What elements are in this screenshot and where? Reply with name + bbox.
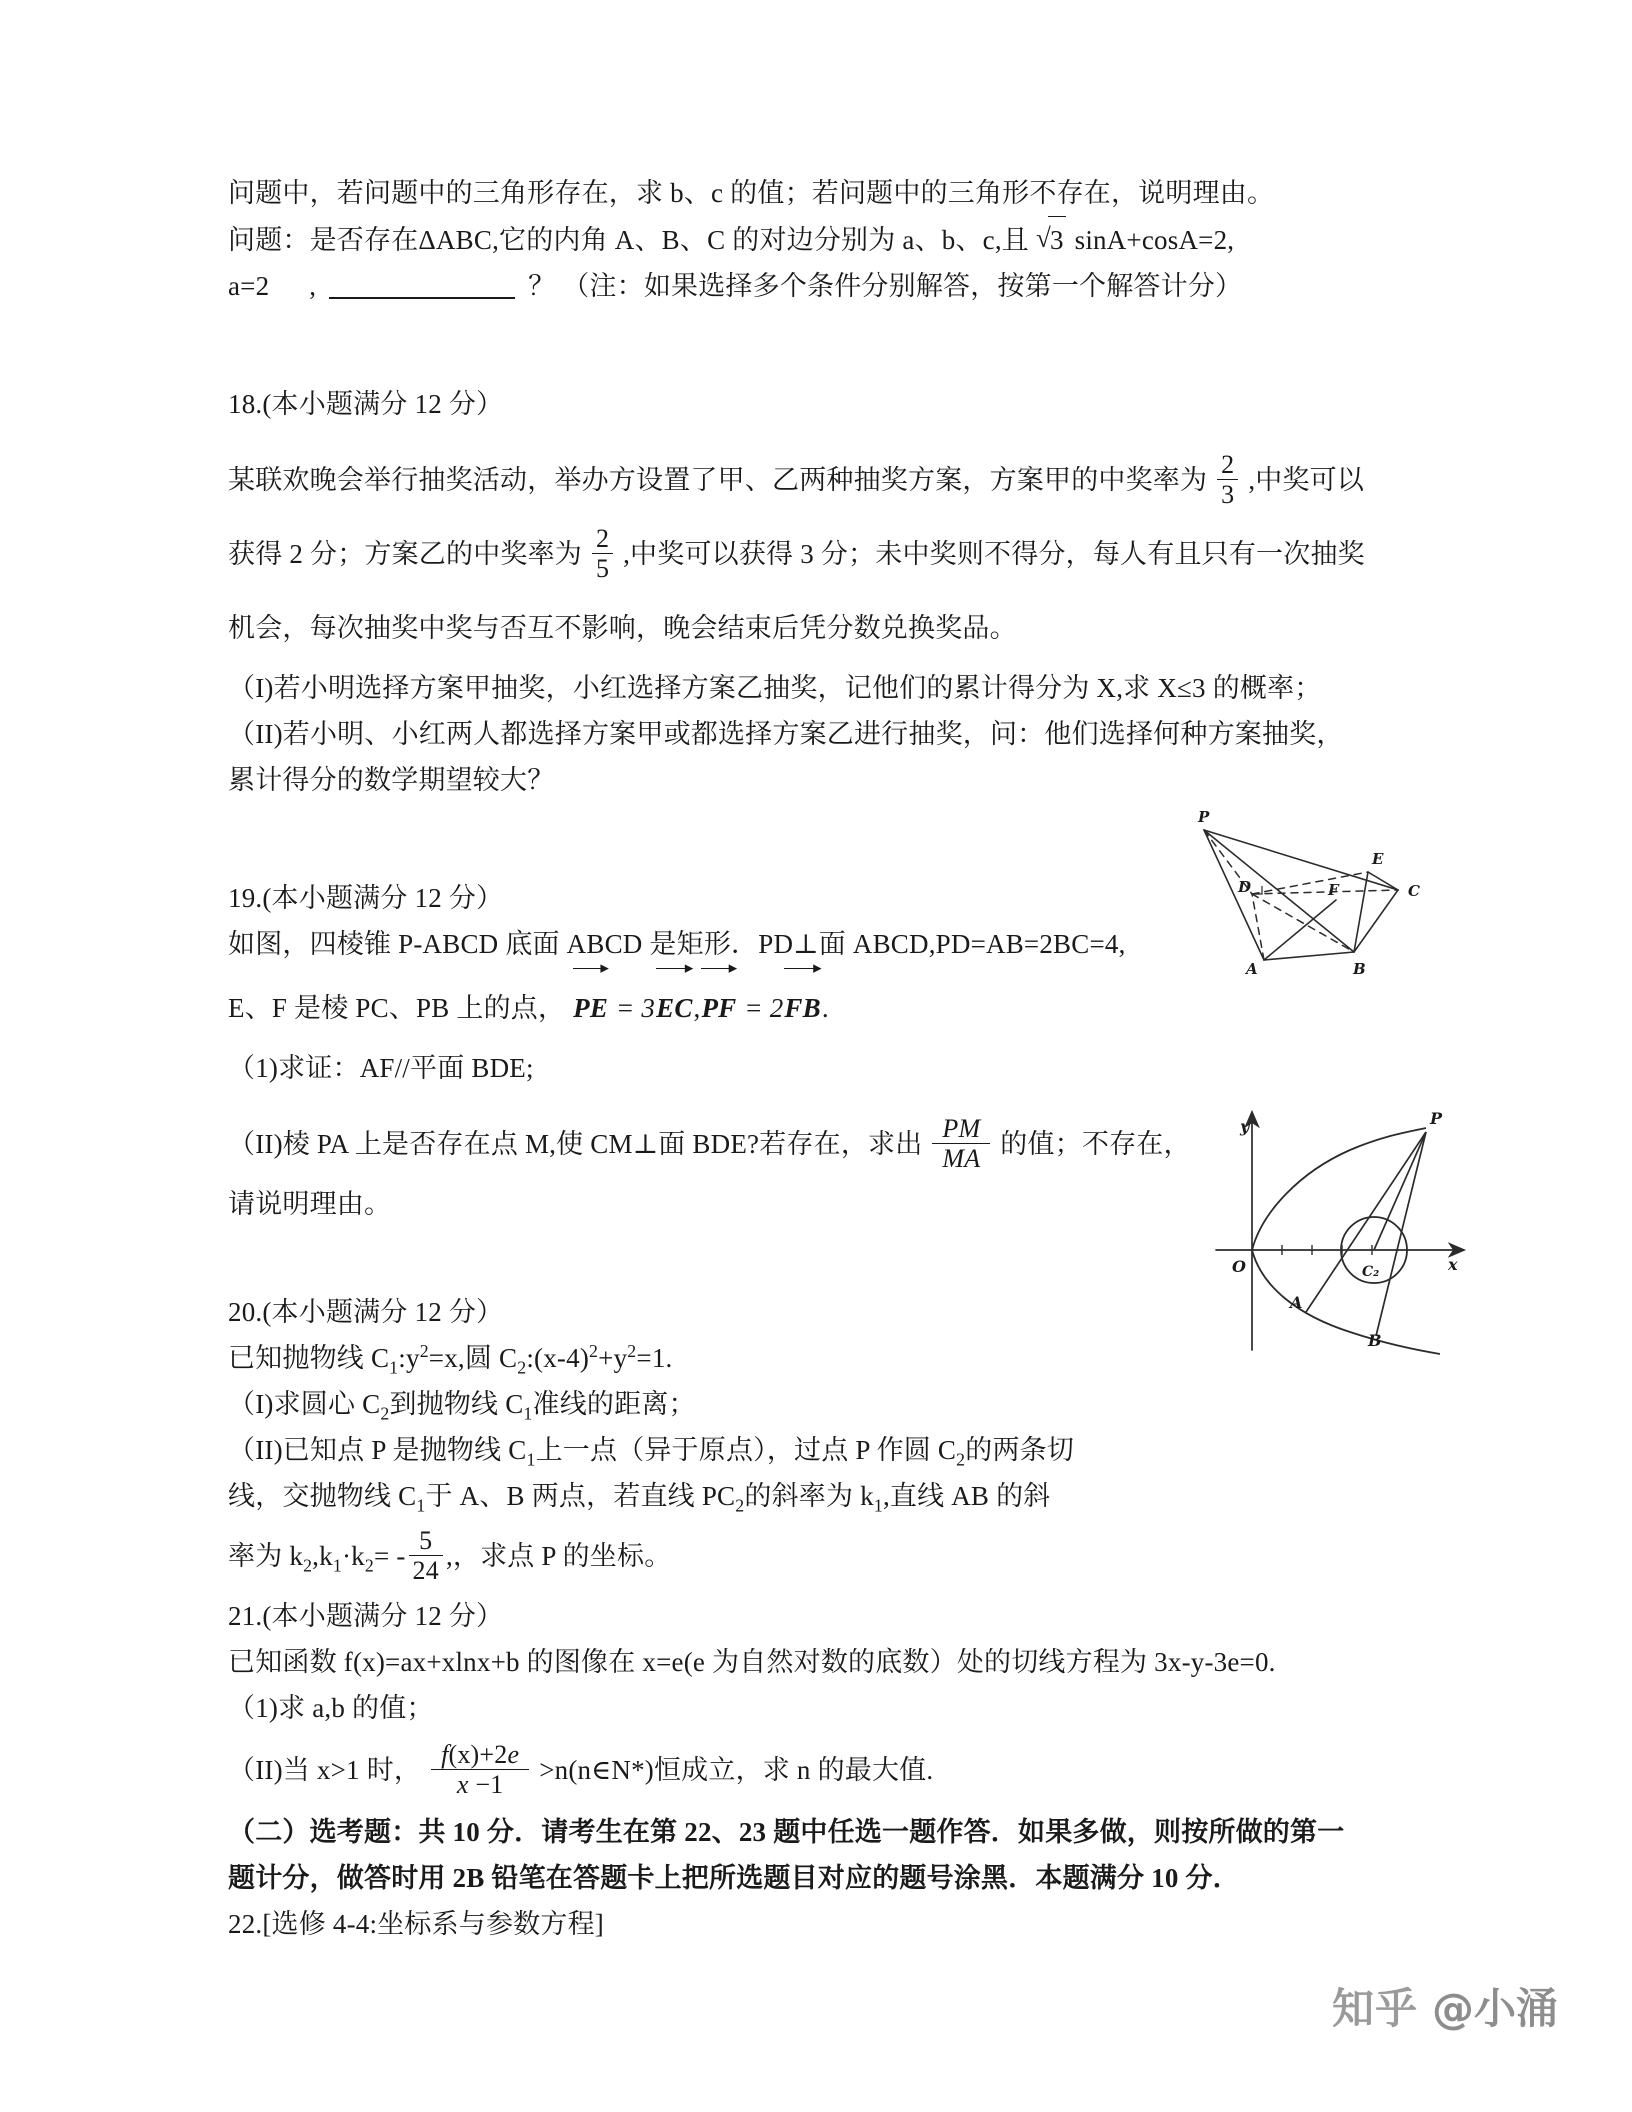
vertex-label-C: C bbox=[1408, 882, 1420, 900]
edge-D-B-dashed bbox=[1252, 894, 1354, 952]
fraction-denominator: 24 bbox=[412, 1556, 439, 1586]
edge-P-C bbox=[1204, 830, 1398, 890]
vertex-label-A: A bbox=[1246, 960, 1258, 978]
fraction-numerator: 5 bbox=[409, 1527, 443, 1556]
point-label-P: P bbox=[1430, 1109, 1443, 1128]
watermark-handle: @小涌 bbox=[1431, 1984, 1558, 2033]
q21-header bbox=[228, 1593, 1408, 1639]
q19-separator: , bbox=[693, 993, 701, 1023]
fraction-den-rest: −1 bbox=[468, 1770, 504, 1800]
q20-i1-sub: 2 bbox=[380, 1403, 390, 1424]
fraction-denominator bbox=[431, 1770, 529, 1800]
section2-line-1 bbox=[228, 1809, 1408, 1855]
q20-i2-sub: 1 bbox=[526, 1449, 536, 1470]
q20-i4-e: ,，求点 P 的坐标。 bbox=[445, 1541, 672, 1571]
q20-i3-d: ,直线 AB 的斜 bbox=[882, 1481, 1051, 1511]
document-content bbox=[228, 170, 1408, 1947]
vector-EC-label: EC bbox=[656, 993, 693, 1023]
axis-label-y: y bbox=[1240, 1117, 1250, 1136]
q18-p2-prefix: 获得 2 分；方案乙的中奖率为 bbox=[228, 539, 582, 569]
q18-p1-prefix: 某联欢晚会举行抽奖活动，举办方设置了甲、乙两种抽奖方案，方案甲的中奖率为 bbox=[228, 465, 1208, 495]
vector-EC bbox=[656, 958, 694, 1045]
section2-line-1-text: （二）选考题：共 10 分．请考生在第 22、23 题中任选一题作答．如果多做，则按所做的第一 bbox=[228, 1817, 1345, 1847]
q19-item-3-text: 请说明理由。 bbox=[228, 1189, 392, 1219]
q20-i2-sub2: 2 bbox=[956, 1449, 966, 1470]
parabola-lower-branch bbox=[1252, 1250, 1440, 1354]
fraction-2-over-3 bbox=[1217, 451, 1238, 510]
q20-i4-a: 率为 k bbox=[228, 1541, 304, 1571]
fraction-fx-plus-2e-over-x-minus-1 bbox=[431, 1741, 529, 1800]
q20-i3-a: 线，交抛物线 C bbox=[228, 1481, 417, 1511]
q20-item-3 bbox=[228, 1473, 1408, 1519]
q19-p1-text: 如图，四棱锥 P-ABCD 底面 ABCD 是矩形．PD⊥面 ABCD,PD=AB=2BC=4, bbox=[228, 929, 1126, 959]
edge-A-D-dashed bbox=[1252, 894, 1264, 960]
vector-PF bbox=[701, 958, 738, 1045]
q21-item-1-text: （1)求 a,b 的值； bbox=[228, 1693, 434, 1723]
q18-p1-suffix: ,中奖可以 bbox=[1248, 465, 1365, 495]
q20-p1-e: +y bbox=[598, 1343, 628, 1373]
q21-item-2-suffix: >n(n∈N*)恒成立，求 n 的最大值. bbox=[539, 1755, 934, 1785]
tangent-line-PA bbox=[1306, 1132, 1426, 1312]
point-label-C2: C₂ bbox=[1362, 1264, 1380, 1280]
q19-p2-prefix: E、F 是棱 PC、PB 上的点， bbox=[228, 993, 566, 1023]
q17-line-1-text: 问题中，若问题中的三角形存在，求 b、c 的值；若问题中的三角形不存在，说明理由。 bbox=[228, 178, 1275, 208]
vector-PE-label: PE bbox=[573, 993, 609, 1023]
q17-line-2 bbox=[228, 216, 1408, 263]
q20-item-4 bbox=[228, 1519, 1408, 1593]
q20-item-2 bbox=[228, 1427, 1408, 1473]
q20-i4-b: ,k bbox=[312, 1541, 333, 1571]
fraction-5-over-24 bbox=[409, 1527, 443, 1586]
fraction-num-e: e bbox=[507, 1740, 520, 1770]
edge-B-C bbox=[1354, 890, 1398, 952]
q20-i4-c: ·k bbox=[341, 1541, 365, 1571]
q21-p1-text: 已知函数 f(x)=ax+xlnx+b 的图像在 x=e(e 为自然对数的底数）处的切线方程为 3x-y-3e=0. bbox=[228, 1647, 1276, 1677]
q20-sub-1: 1 bbox=[389, 1357, 399, 1378]
point-label-B: B bbox=[1368, 1331, 1382, 1350]
edge-A-B bbox=[1264, 952, 1354, 960]
fraction-numerator: 2 bbox=[592, 525, 613, 554]
sqrt-radicand: 3 bbox=[1048, 216, 1066, 263]
vector-arrow-tip: ▸ bbox=[813, 958, 822, 977]
axis-label-x: x bbox=[1448, 1255, 1458, 1274]
fraction-numerator bbox=[431, 1741, 529, 1770]
sqrt-3 bbox=[1036, 216, 1068, 263]
q18-header bbox=[228, 381, 1408, 427]
q18-para-1 bbox=[228, 443, 1408, 517]
q18-header-text: 18.(本小题满分 12 分） bbox=[228, 389, 504, 419]
q18-para-3 bbox=[228, 591, 1408, 665]
vertex-label-B: B bbox=[1353, 960, 1366, 978]
tangent-line-PB bbox=[1376, 1132, 1426, 1336]
parabola-svg bbox=[1190, 1092, 1476, 1360]
watermark bbox=[1332, 1976, 1558, 2036]
q18-item-2 bbox=[228, 711, 1408, 757]
q22-header-text: 22.[选修 4-4:坐标系与参数方程] bbox=[228, 1909, 604, 1939]
fraction-denominator: 5 bbox=[595, 554, 610, 584]
q20-p1-a: 已知抛物线 C bbox=[228, 1343, 390, 1373]
fraction-denominator: 3 bbox=[1221, 480, 1235, 510]
q19-eq-1: = 3 bbox=[609, 993, 656, 1023]
q17-question-mark: ？ bbox=[528, 271, 556, 301]
q17-line-3 bbox=[228, 263, 1408, 309]
q20-i2-c: 的两条切 bbox=[965, 1435, 1075, 1465]
q20-p1-f: =1. bbox=[636, 1343, 673, 1373]
vector-PE bbox=[573, 958, 610, 1045]
q18-p2-suffix: ,中奖可以获得 3 分；未中奖则不得分，每人有且只有一次抽奖 bbox=[623, 539, 1365, 569]
vector-FB-label: FB bbox=[784, 993, 821, 1023]
q20-i3-sub: 1 bbox=[416, 1495, 426, 1516]
fraction-PM-over-MA bbox=[932, 1115, 990, 1174]
q20-i4-sub2: 1 bbox=[332, 1555, 342, 1576]
q20-i4-d: = - bbox=[373, 1541, 406, 1571]
q20-i1-c: 准线的距离； bbox=[532, 1389, 696, 1419]
q20-i2-b: 上一点（异于原点），过点 P 作圆 C bbox=[535, 1435, 957, 1465]
q20-i4-sub3: 2 bbox=[364, 1555, 374, 1576]
section2-line-2 bbox=[228, 1855, 1408, 1901]
q20-p1-c: =x,圆 C bbox=[428, 1343, 518, 1373]
vertex-label-E: E bbox=[1372, 850, 1384, 868]
fill-in-blank[interactable] bbox=[329, 274, 515, 299]
q18-p3-text: 机会，每次抽奖中奖与否互不影响，晚会结束后凭分数兑换奖品。 bbox=[228, 613, 1017, 643]
vector-arrow-tip: ▸ bbox=[600, 958, 610, 977]
q17-line-1 bbox=[228, 170, 1408, 216]
q18-item-1 bbox=[228, 665, 1408, 711]
zhihu-logo: 知乎 bbox=[1331, 1984, 1418, 2033]
fraction-numerator: 2 bbox=[1217, 451, 1238, 480]
q21-item-2-prefix: （II)当 x>1 时， bbox=[228, 1755, 422, 1785]
fraction-num-rest: (x)+2 bbox=[448, 1740, 508, 1770]
vertex-label-F: F bbox=[1328, 881, 1339, 899]
q19-item-1-text: （1)求证：AF//平面 BDE; bbox=[228, 1053, 534, 1083]
q20-i1-b: 到抛物线 C bbox=[389, 1389, 524, 1419]
fraction-2-over-5 bbox=[592, 525, 613, 584]
q21-item-1 bbox=[228, 1685, 1408, 1731]
vector-arrow-tip: ▸ bbox=[684, 958, 694, 977]
edge-D-C-dashed bbox=[1252, 890, 1398, 894]
vector-PF-label: PF bbox=[701, 993, 737, 1023]
edge-B-E bbox=[1354, 872, 1368, 952]
q22-header bbox=[228, 1901, 1408, 1947]
q20-i3-sub3: 1 bbox=[873, 1495, 883, 1516]
q20-item-1 bbox=[228, 1381, 1408, 1427]
pyramid-svg bbox=[1186, 782, 1466, 992]
question-21 bbox=[228, 1593, 1408, 1809]
figure-parabola-circle bbox=[1190, 1092, 1476, 1360]
q20-i1-a: （I)求圆心 C bbox=[228, 1389, 381, 1419]
section-optional-questions bbox=[228, 1809, 1408, 1901]
section2-line-2-text: 题计分，做答时用 2B 铅笔在答题卡上把所选题目对应的题号涂黑．本题满分 10 分． bbox=[228, 1863, 1240, 1893]
vertex-label-D: D bbox=[1238, 878, 1252, 896]
q19-item-2-suffix: 的值；不存在， bbox=[1000, 1129, 1191, 1159]
point-label-O: O bbox=[1232, 1257, 1246, 1276]
q19-item-1 bbox=[228, 1045, 1408, 1091]
q20-i2-a: （II)已知点 P 是抛物线 C bbox=[228, 1435, 527, 1465]
q17-line-2-suffix: sinA+cosA=2, bbox=[1074, 225, 1235, 255]
vertex-label-P: P bbox=[1198, 808, 1210, 826]
q17-a-equals-2: a=2 bbox=[228, 271, 270, 301]
question-17-continuation bbox=[228, 170, 1408, 309]
parabola-upper-branch bbox=[1252, 1128, 1426, 1250]
q20-i3-c: 的斜率为 k bbox=[744, 1481, 874, 1511]
question-18 bbox=[228, 381, 1408, 803]
q20-i4-sub: 2 bbox=[303, 1555, 313, 1576]
q20-sup-2: 2 bbox=[589, 1341, 599, 1361]
line-P-C2 bbox=[1374, 1132, 1426, 1250]
q20-sup-1: 2 bbox=[419, 1341, 429, 1361]
q19-header-text: 19.(本小题满分 12 分） bbox=[228, 883, 504, 913]
q20-i1-sub2: 1 bbox=[523, 1403, 533, 1424]
q18-item-1-text: （I)若小明选择方案甲抽奖，小红选择方案乙抽奖，记他们的累计得分为 X,求 X≤3 的概率； bbox=[228, 673, 1322, 703]
vector-arrow-tip: ▸ bbox=[728, 958, 738, 977]
q19-p2-end: . bbox=[821, 993, 829, 1023]
fraction-numerator: PM bbox=[932, 1115, 990, 1144]
fraction-den-x: x bbox=[456, 1770, 469, 1800]
point-label-A: A bbox=[1290, 1293, 1303, 1312]
q20-sub-2: 2 bbox=[517, 1357, 527, 1378]
q20-p1-b: :y bbox=[398, 1343, 420, 1373]
q17-line-2-prefix: 问题：是否存在ΔABC,它的内角 A、B、C 的对边分别为 a、b、c,且 bbox=[228, 225, 1030, 255]
q20-header-text: 20.(本小题满分 12 分） bbox=[228, 1297, 504, 1327]
q20-i3-b: 于 A、B 两点，若直线 PC bbox=[425, 1481, 736, 1511]
q19-eq-2: = 2 bbox=[737, 993, 784, 1023]
vector-FB bbox=[784, 958, 822, 1045]
fraction-num-f: f bbox=[441, 1740, 449, 1770]
q17-comma: , bbox=[309, 271, 317, 301]
q17-note: （注：如果选择多个条件分别解答，按第一个解答计分） bbox=[562, 271, 1243, 301]
q19-item-2-prefix: （II)棱 PA 上是否存在点 M,使 CM⊥面 BDE?若存在，求出 bbox=[228, 1129, 923, 1159]
q20-sup-3: 2 bbox=[627, 1341, 637, 1361]
q21-header-text: 21.(本小题满分 12 分） bbox=[228, 1601, 504, 1631]
q21-item-2 bbox=[228, 1731, 1408, 1809]
edge-E-C bbox=[1368, 872, 1398, 890]
fraction-denominator: MA bbox=[942, 1144, 981, 1174]
figure-pyramid-pabcd bbox=[1186, 782, 1466, 992]
q18-item-2-text: （II)若小明、小红两人都选择方案甲或都选择方案乙进行抽奖，问：他们选择何种方案抽奖， bbox=[228, 719, 1344, 749]
q21-para-1 bbox=[228, 1639, 1408, 1685]
q18-para-2 bbox=[228, 517, 1408, 591]
q20-p1-d: :(x-4) bbox=[526, 1343, 590, 1373]
q18-item-3-text: 累计得分的数学期望较大？ bbox=[228, 765, 555, 795]
q20-i3-sub2: 2 bbox=[735, 1495, 745, 1516]
